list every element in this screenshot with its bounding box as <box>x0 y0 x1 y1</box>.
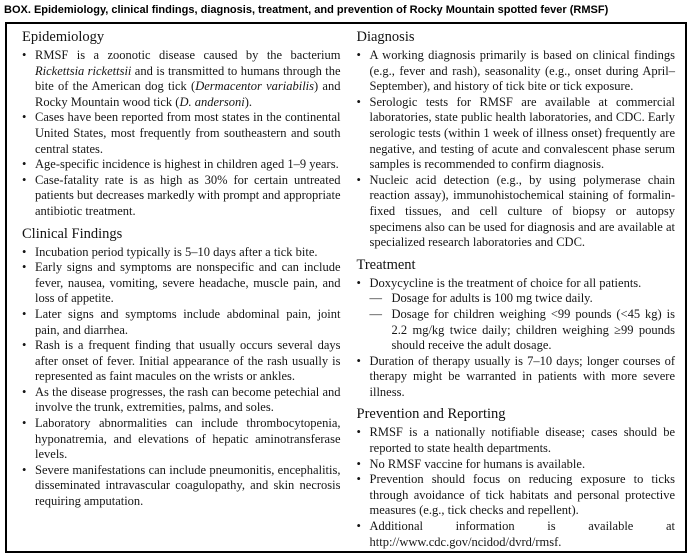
bullet-marker: • <box>22 462 27 477</box>
list-item <box>22 463 341 510</box>
bullet-marker: • <box>22 48 27 62</box>
left-column <box>22 28 341 551</box>
section-heading: Clinical Findings <box>22 225 123 242</box>
item-text: RMSF is a nationally notifiable disease; cases should be reported to state health departments. <box>369 425 675 456</box>
rmsf-info-box <box>5 22 687 553</box>
sub-list-item <box>370 307 676 354</box>
item-text: Rash is a frequent finding that usually occurs several days after onset of fever. Initial appearance of the rash usually is represented as faint macules on the wrists or ankles. <box>35 338 341 384</box>
item-text: No RMSF vaccine for humans is available. <box>369 456 586 471</box>
item-text: Duration of therapy usually is 7–10 days; longer courses of therapy might be warranted in patients with more severe illness. <box>369 353 675 399</box>
box-caption: BOX. Epidemiology, clinical findings, diagnosis, treatment, and prevention of Rocky Mountain spotted fever (RMSF) <box>4 4 609 16</box>
list-item <box>357 173 676 251</box>
list-item <box>22 110 341 157</box>
bullet-marker: • <box>22 110 27 125</box>
item-text: Incubation period typically is 5–10 days after a tick bite. <box>35 244 318 259</box>
list-item <box>357 472 676 519</box>
bullet-marker: • <box>22 306 27 321</box>
list-item <box>357 425 676 456</box>
list-item <box>357 457 676 473</box>
bullet-marker: • <box>22 416 27 431</box>
list-item <box>22 338 341 385</box>
bullet-marker: • <box>356 94 361 109</box>
bullet-marker: • <box>356 275 361 290</box>
item-text: Severe manifestations can include pneumonitis, encephalitis, disseminated intravascular coagulopathy, and skin necrosis requiring amputation. <box>35 462 341 509</box>
item-text: Nucleic acid detection (e.g., by using polymerase chain reaction assay), immunohistochemical staining of formalin-fixed tissues, and cell culture of biopsy or autopsy specimens also can be used for diagnosis and are available at specialized research laboratories and CDC. <box>369 172 675 250</box>
bullet-marker: • <box>356 472 361 487</box>
item-text: RMSF is a zoonotic disease caused by the bacterium Rickettsia rickettsii and is transmitted to humans through the bite of the American dog tick (Dermacentor variabilis) and Rocky Mountain wood tick (D. andersoni). <box>35 48 341 109</box>
item-text: Additional information is available at http://www.cdc.gov/ncidod/dvrd/rmsf. <box>369 519 675 549</box>
list-item <box>22 48 341 110</box>
item-text: Case-fatality rate is as high as 30% for certain untreated patients but decreases markedly with prompt and appropriate antibiotic treatment. <box>35 172 341 218</box>
list-item <box>357 354 676 401</box>
list-item <box>22 416 341 463</box>
right-column <box>357 28 676 551</box>
bullet-marker: • <box>22 384 27 399</box>
list-item <box>22 260 341 307</box>
dash-marker: — <box>369 306 382 321</box>
bullet-marker: • <box>356 425 361 440</box>
bullet-marker: • <box>22 157 27 172</box>
list-item <box>22 385 341 416</box>
section-heading: Treatment <box>356 256 416 273</box>
item-text: A working diagnosis primarily is based on clinical findings (e.g., fever and rash), seasonality (e.g., onset during April–September), and history of tick bite or tick exposure. <box>369 48 675 94</box>
section-heading: Prevention and Reporting <box>356 406 506 423</box>
list-item <box>22 307 341 338</box>
bullet-marker: • <box>356 48 361 62</box>
list-item <box>357 276 676 292</box>
bullet-marker: • <box>22 338 27 353</box>
sub-list-item <box>370 291 676 307</box>
list-item <box>22 245 341 261</box>
bullet-marker: • <box>356 519 361 534</box>
bullet-marker: • <box>22 244 27 259</box>
list-item <box>357 519 676 550</box>
section-prevention-and-reporting <box>357 405 676 550</box>
section-heading: Epidemiology <box>22 29 105 45</box>
list-item <box>22 157 341 173</box>
section-heading: Diagnosis <box>356 29 415 45</box>
section-treatment <box>357 256 676 401</box>
item-text: Serologic tests for RMSF are available at commercial laboratories, state public health laboratories, and CDC. Early serologic tests (within 1 week of illness onset) frequently are negative, and testing of acute and convalescent phase serum samples is recommended to confirm diagnosis. <box>369 94 675 172</box>
item-text: Later signs and symptoms include abdominal pain, joint pain, and diarrhea. <box>35 306 341 337</box>
dash-marker: — <box>369 291 382 306</box>
item-text: Laboratory abnormalities can include thrombocytopenia, hyponatremia, and elevations of hepatic aminotransferase levels. <box>35 416 341 462</box>
item-text: Prevention should focus on reducing exposure to ticks through avoidance of tick habitats and personal protective measures (e.g., tick checks and repellent). <box>369 472 675 518</box>
item-text: As the disease progresses, the rash can become petechial and involve the trunk, extremities, palms, and soles. <box>35 384 341 415</box>
bullet-marker: • <box>356 353 361 368</box>
list-item <box>22 173 341 220</box>
bullet-marker: • <box>356 172 361 187</box>
section-diagnosis <box>357 28 676 251</box>
list-item <box>357 48 676 95</box>
item-text: Dosage for children weighing <99 pounds (<45 kg) is 2.2 mg/kg twice daily; children weighing ≥99 pounds should receive the adult dosage. <box>391 306 675 353</box>
item-text: Age-specific incidence is highest in children aged 1–9 years. <box>35 157 339 172</box>
bullet-marker: • <box>22 172 27 187</box>
section-epidemiology <box>22 28 341 220</box>
item-text: Doxycycline is the treatment of choice for all patients. <box>369 275 642 290</box>
item-text: Early signs and symptoms are nonspecific and can include fever, nausea, vomiting, severe headache, muscle pain, and loss of appetite. <box>35 260 341 306</box>
item-text: Dosage for adults is 100 mg twice daily. <box>391 291 593 306</box>
bullet-marker: • <box>356 456 361 471</box>
item-text: Cases have been reported from most states in the continental United States, most frequently from southeastern and south central states. <box>35 110 341 156</box>
list-item <box>357 95 676 173</box>
section-clinical-findings <box>22 225 341 510</box>
bullet-marker: • <box>22 260 27 275</box>
